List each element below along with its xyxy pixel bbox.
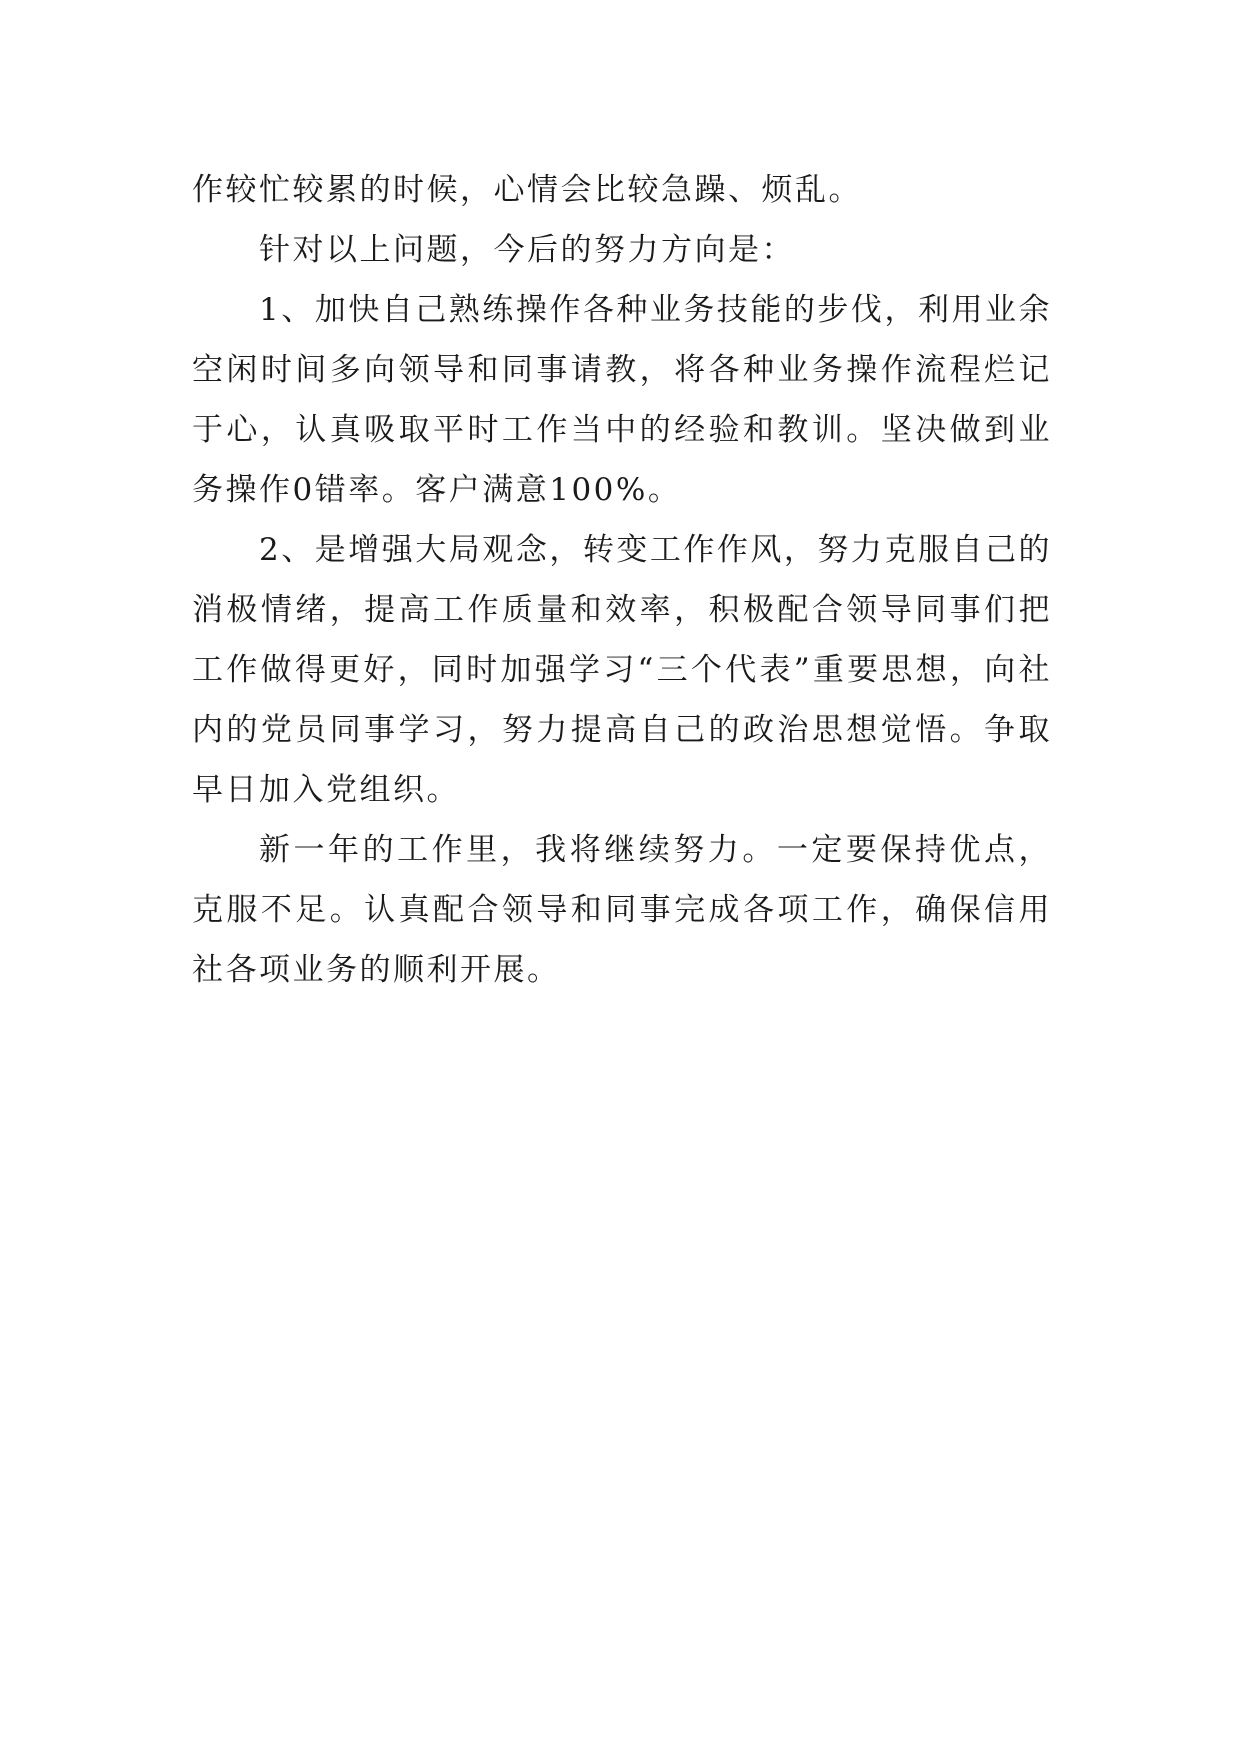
paragraph-conclusion: 新一年的工作里，我将继续努力。一定要保持优点，克服不足。认真配合领导和同事完成各项工作，确保信用社各项业务的顺利开展。 (192, 832, 1052, 988)
paragraph-item-2: 2、是增强大局观念，转变工作作风，努力克服自己的消极情绪，提高工作质量和效率，积极配合领导同事们把工作做得更好，同时加强学习“三个代表”重要思想，向社内的党员同事学习，努力提高自己的政治思想觉悟。争取早日加入党组织。 (192, 532, 1052, 808)
document-body (192, 160, 1052, 1000)
paragraph-item-1: 1、加快自己熟练操作各种业务技能的步伐，利用业余空闲时间多向领导和同事请教，将各种业务操作流程烂记于心，认真吸取平时工作当中的经验和教训。坚决做到业务操作0错率。客户满意100%。 (192, 292, 1052, 508)
paragraph-continuation: 作较忙较累的时候，心情会比较急躁、烦乱。 (192, 172, 862, 208)
paragraph-intro: 针对以上问题，今后的努力方向是： (259, 232, 795, 268)
